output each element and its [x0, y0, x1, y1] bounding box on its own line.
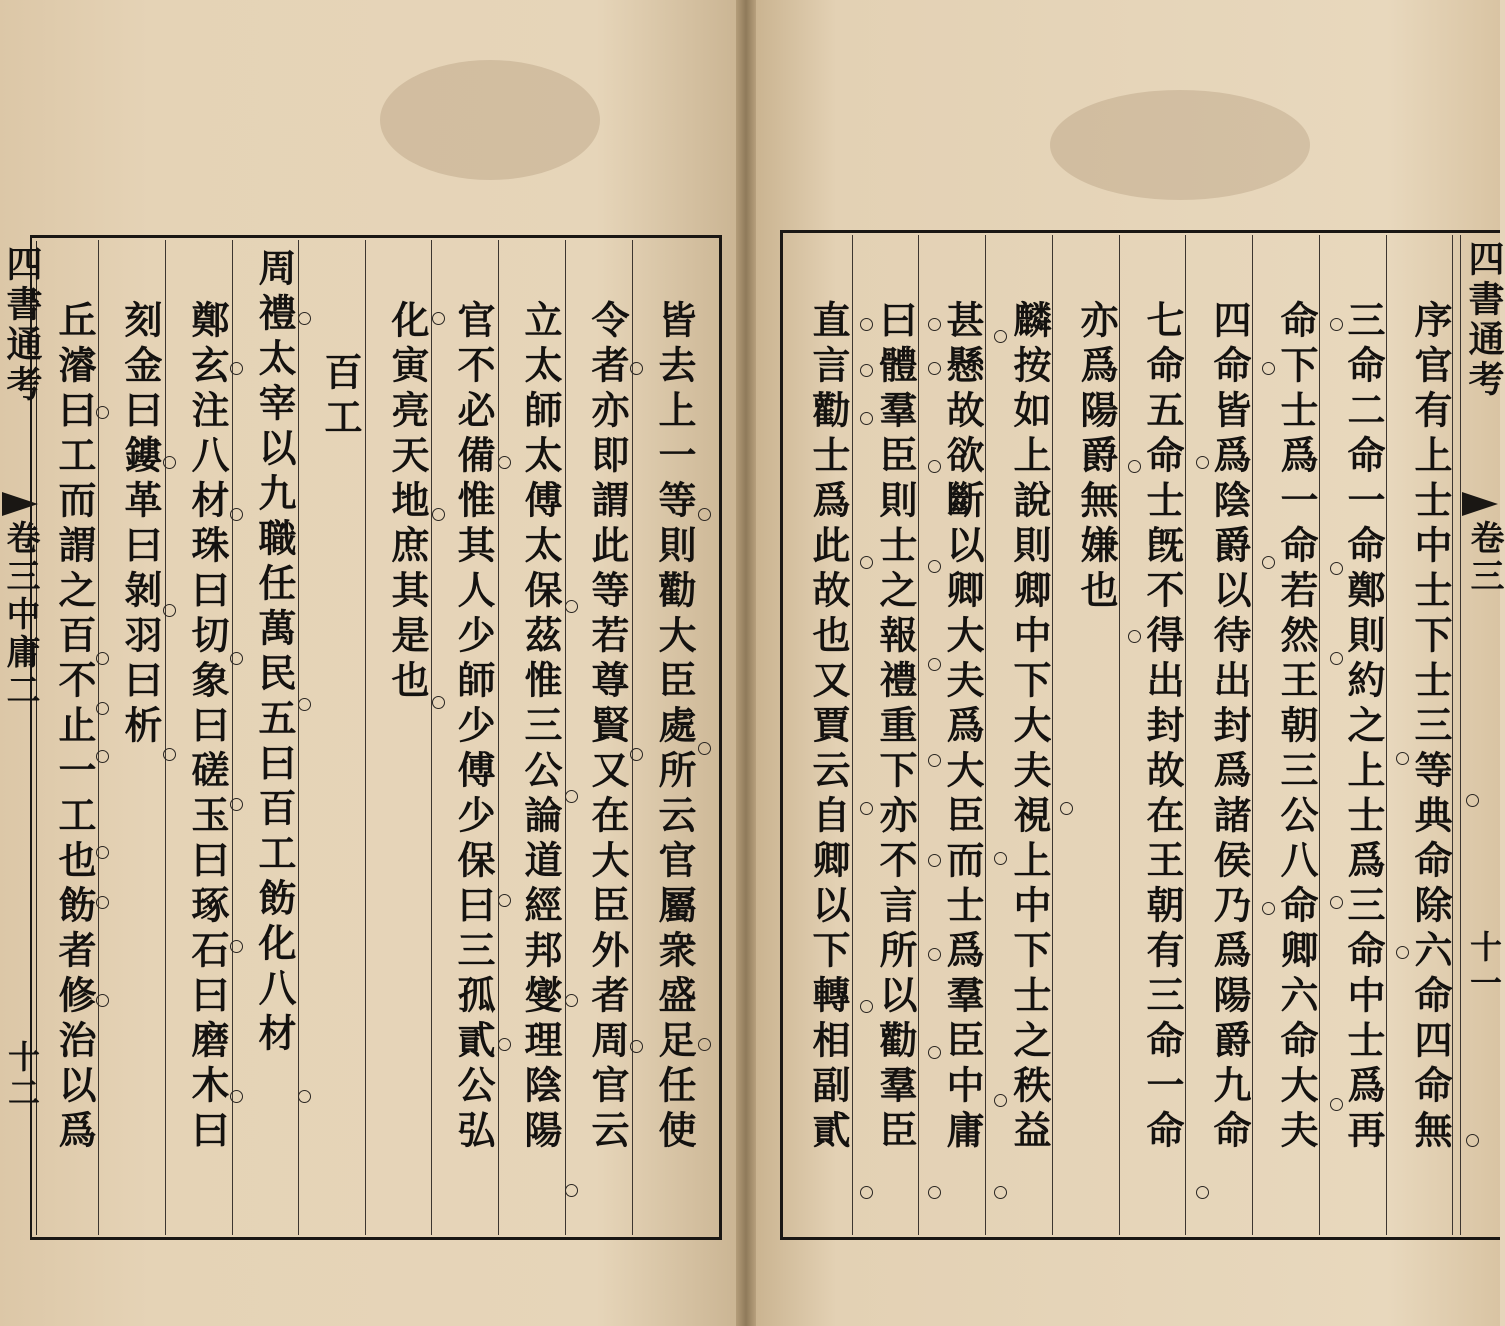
book-gutter [736, 0, 756, 1326]
punctuation-circle [1262, 556, 1275, 569]
punctuation-circle [96, 896, 109, 909]
left-margin-folio: 十二 [3, 1040, 41, 1112]
punctuation-circle [860, 1186, 873, 1199]
punctuation-circle [698, 508, 711, 521]
punctuation-circle [498, 1038, 511, 1051]
punctuation-circle [1128, 460, 1141, 473]
text-column: 皆去上一等則勸大臣處所云官屬衆盛足任使 [652, 300, 697, 1155]
column-rule [431, 240, 432, 1235]
punctuation-circle [928, 362, 941, 375]
punctuation-circle [565, 600, 578, 613]
column-rule [1319, 235, 1320, 1235]
punctuation-circle [928, 1046, 941, 1059]
punctuation-circle [298, 312, 311, 325]
punctuation-circle [928, 560, 941, 573]
punctuation-circle [230, 798, 243, 811]
punctuation-circle [860, 412, 873, 425]
text-column: 亦爲陽爵無嫌也 [1074, 300, 1119, 615]
text-column: 七命五命士旣不得出封故在王朝有三命一命 [1140, 300, 1185, 1155]
punctuation-circle [163, 456, 176, 469]
left-margin-title: 四書通考 [1, 245, 43, 405]
text-column: 甚懸故欲斷以卿大夫爲大臣而士爲羣臣中庸 [940, 300, 985, 1155]
punctuation-circle [230, 652, 243, 665]
right-margin-folio: 十一 [1465, 930, 1503, 1002]
column-rule [852, 235, 853, 1235]
punctuation-circle [230, 940, 243, 953]
punctuation-circle [1060, 802, 1073, 815]
text-column: 令者亦即謂此等若尊賢又在大臣外者周官云 [585, 300, 630, 1155]
text-column: 命下士爲一命若然王朝三公八命卿六命大夫 [1274, 300, 1319, 1155]
punctuation-circle [994, 1094, 1007, 1107]
text-column: 丘濬曰工而謂之百不止一工也飭者修治以爲 [52, 300, 97, 1155]
punctuation-circle [1330, 318, 1343, 331]
column-rule [632, 240, 633, 1235]
column-rule [1052, 235, 1053, 1235]
margin-column-rule [1460, 235, 1461, 1235]
punctuation-circle [1262, 362, 1275, 375]
left-fishtail-mark [2, 492, 38, 516]
punctuation-circle [928, 754, 941, 767]
column-rule [98, 240, 99, 1235]
punctuation-circle [698, 742, 711, 755]
text-column: 鄭玄注八材珠曰切象曰磋玉曰琢石曰磨木曰 [185, 300, 230, 1155]
punctuation-circle [994, 1186, 1007, 1199]
column-rule [165, 240, 166, 1235]
punctuation-circle [994, 330, 1007, 343]
punctuation-circle [498, 456, 511, 469]
punctuation-circle [1330, 562, 1343, 575]
punctuation-circle [163, 748, 176, 761]
punctuation-circle [928, 658, 941, 671]
column-rule [1386, 235, 1387, 1235]
column-rule [1185, 235, 1186, 1235]
punctuation-circle [565, 994, 578, 1007]
column-rule [1252, 235, 1253, 1235]
punctuation-circle [565, 790, 578, 803]
punctuation-circle [698, 1038, 711, 1051]
text-column: 刻金曰鏤革曰剝羽曰析 [118, 300, 163, 750]
column-rule [298, 240, 299, 1235]
punctuation-circle [298, 1090, 311, 1103]
punctuation-circle [298, 698, 311, 711]
punctuation-circle [1196, 456, 1209, 469]
punctuation-circle [928, 318, 941, 331]
punctuation-circle [230, 1090, 243, 1103]
punctuation-circle [630, 1040, 643, 1053]
punctuation-circle [1466, 1134, 1479, 1147]
paper-stain [380, 60, 600, 180]
punctuation-circle [432, 696, 445, 709]
column-rule [985, 235, 986, 1235]
punctuation-circle [565, 1184, 578, 1197]
text-column: 化寅亮天地庶其是也 [385, 300, 430, 705]
text-column: 直言勸士爲此故也又賈云自卿以下轉相副貳 [806, 300, 851, 1155]
text-column: 序官有上士中士下士三等典命除六命四命無 [1408, 300, 1453, 1155]
text-column: 立太師太傅太保茲惟三公論道經邦燮理陰陽 [518, 300, 563, 1155]
punctuation-circle [630, 748, 643, 761]
text-column: 四命皆爲陰爵以待出封爲諸侯乃爲陽爵九命 [1207, 300, 1252, 1155]
punctuation-circle [96, 846, 109, 859]
punctuation-circle [928, 460, 941, 473]
punctuation-circle [432, 508, 445, 521]
punctuation-circle [96, 406, 109, 419]
punctuation-circle [994, 852, 1007, 865]
punctuation-circle [1396, 946, 1409, 959]
punctuation-circle [860, 802, 873, 815]
punctuation-circle [1396, 752, 1409, 765]
left-margin-volume: 卷三中庸二 [0, 520, 40, 710]
text-column: 周禮太宰以九職任萬民五曰百工飭化八材 [252, 248, 297, 1058]
punctuation-circle [1330, 896, 1343, 909]
right-margin-volume: 卷三 [1464, 520, 1504, 596]
punctuation-circle [928, 948, 941, 961]
column-rule [232, 240, 233, 1235]
punctuation-circle [1330, 1098, 1343, 1111]
text-column: 三命二命一命鄭則約之上士爲三命中士爲再 [1341, 300, 1386, 1155]
text-column: 麟按如上說則卿中下大夫視上中下士之秩益 [1007, 300, 1052, 1155]
column-rule [365, 240, 366, 1235]
punctuation-circle [1128, 630, 1141, 643]
punctuation-circle [96, 702, 109, 715]
right-margin-title: 四書通考 [1463, 240, 1505, 400]
text-column: 官不必備惟其人少師少傅少保曰三孤貳公弘 [451, 300, 496, 1155]
column-rule [918, 235, 919, 1235]
punctuation-circle [96, 994, 109, 1007]
punctuation-circle [928, 854, 941, 867]
punctuation-circle [1196, 1186, 1209, 1199]
punctuation-circle [498, 894, 511, 907]
paper-stain [1050, 90, 1310, 200]
punctuation-circle [928, 1186, 941, 1199]
punctuation-circle [860, 1000, 873, 1013]
column-rule [498, 240, 499, 1235]
punctuation-circle [1330, 652, 1343, 665]
punctuation-circle [163, 604, 176, 617]
right-fishtail-mark [1462, 492, 1498, 516]
punctuation-circle [230, 362, 243, 375]
punctuation-circle [1262, 902, 1275, 915]
punctuation-circle [96, 652, 109, 665]
punctuation-circle [230, 508, 243, 521]
punctuation-circle [860, 364, 873, 377]
column-rule [565, 240, 566, 1235]
punctuation-circle [96, 750, 109, 763]
punctuation-circle [860, 556, 873, 569]
punctuation-circle [1466, 794, 1479, 807]
punctuation-circle [630, 362, 643, 375]
punctuation-circle [432, 312, 445, 325]
text-column: 百工 [318, 352, 363, 442]
punctuation-circle [860, 318, 873, 331]
text-column: 曰體羣臣則士之報禮重下亦不言所以勸羣臣 [873, 300, 918, 1155]
column-rule [1119, 235, 1120, 1235]
